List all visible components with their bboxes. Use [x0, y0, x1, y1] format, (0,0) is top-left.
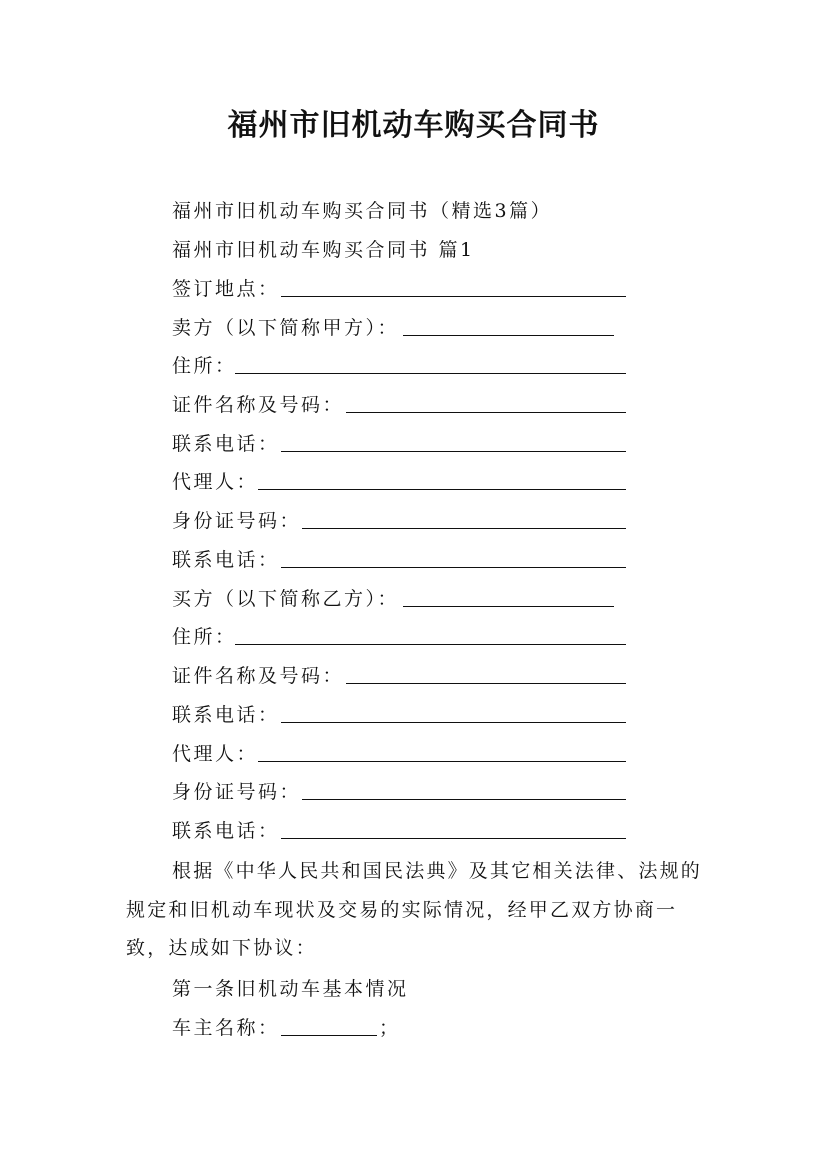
owner-name-blank[interactable] [281, 1035, 377, 1036]
seller-blank[interactable] [403, 335, 614, 336]
seller-agent-phone-label: 联系电话： [172, 549, 280, 571]
signing-place-blank[interactable] [281, 296, 626, 297]
seller-agent-id-label: 身份证号码： [172, 510, 302, 532]
seller-phone-label: 联系电话： [172, 433, 280, 455]
buyer-agent-id-label: 身份证号码： [172, 781, 302, 803]
seller-phone-blank[interactable] [281, 451, 626, 452]
document-subtitle: 福州市旧机动车购买合同书（精选3篇） [172, 200, 553, 222]
section-heading: 福州市旧机动车购买合同书 篇1 [172, 239, 475, 261]
signing-place-label: 签订地点： [172, 278, 280, 300]
buyer-address-blank[interactable] [235, 644, 626, 645]
seller-agent-phone-blank[interactable] [281, 567, 626, 568]
seller-agent-label: 代理人： [172, 471, 259, 493]
buyer-agent-id-blank[interactable] [302, 799, 626, 800]
buyer-agent-label: 代理人： [172, 743, 259, 765]
article-1-heading: 第一条旧机动车基本情况 [172, 978, 409, 1000]
document-title: 福州市旧机动车购买合同书 [227, 108, 600, 143]
seller-address-blank[interactable] [235, 373, 626, 374]
seller-agent-id-blank[interactable] [302, 528, 626, 529]
buyer-address-label: 住所： [172, 626, 237, 648]
owner-name-suffix: ； [379, 1017, 401, 1039]
buyer-agent-phone-blank[interactable] [281, 838, 626, 839]
seller-label: 卖方（以下简称甲方）： [172, 317, 400, 339]
buyer-id-doc-blank[interactable] [346, 683, 626, 684]
buyer-agent-phone-label: 联系电话： [172, 820, 280, 842]
buyer-agent-blank[interactable] [258, 761, 626, 762]
seller-id-doc-blank[interactable] [346, 412, 626, 413]
buyer-label: 买方（以下简称乙方）： [172, 588, 400, 610]
buyer-phone-blank[interactable] [281, 722, 626, 723]
seller-id-doc-label: 证件名称及号码： [172, 394, 345, 416]
buyer-phone-label: 联系电话： [172, 704, 280, 726]
owner-name-label: 车主名称： [172, 1017, 280, 1039]
seller-address-label: 住所： [172, 355, 237, 377]
seller-agent-blank[interactable] [258, 489, 626, 490]
buyer-blank[interactable] [403, 606, 614, 607]
buyer-id-doc-label: 证件名称及号码： [172, 665, 345, 687]
preamble-paragraph: 根据《中华人民共和国民法典》及其它相关法律、法规的规定和旧机动车现状及交易的实际情况，经甲乙双方协商一致，达成如下协议： [126, 860, 703, 959]
